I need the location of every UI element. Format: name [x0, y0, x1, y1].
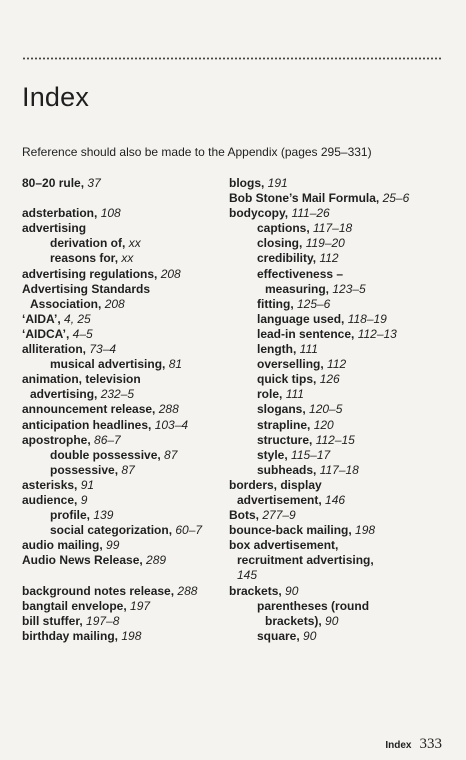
- index-entry: [229, 433, 449, 448]
- index-pages: 198: [121, 628, 142, 643]
- index-pages: 115–17: [291, 447, 331, 462]
- index-pages: 86–7: [94, 432, 121, 447]
- index-pages: 118–19: [347, 311, 387, 326]
- index-term: overselling,: [257, 357, 328, 372]
- index-pages: 120: [313, 417, 334, 432]
- index-term: Advertising Standards: [22, 281, 151, 296]
- index-pages: 197: [130, 598, 151, 613]
- index-term: possessive,: [50, 462, 122, 477]
- index-term: captions,: [257, 221, 314, 236]
- index-entry: [22, 206, 222, 221]
- index-pages: 139: [93, 508, 114, 523]
- index-pages: 25–6: [382, 191, 410, 206]
- index-term: square,: [257, 628, 304, 643]
- index-term: reasons for,: [50, 251, 122, 266]
- index-pages: xx: [121, 251, 134, 266]
- index-entry: [229, 599, 449, 614]
- index-entry: [22, 176, 222, 191]
- index-pages: 277–9: [262, 508, 296, 523]
- index-pages: 111: [285, 387, 304, 402]
- index-term: fitting,: [257, 296, 297, 311]
- index-term: Audio News Release,: [22, 553, 147, 568]
- appendix-note: Reference should also be made to the Appendix (pages 295–331): [22, 145, 372, 159]
- index-entry: [22, 523, 222, 538]
- index-entry: [229, 478, 449, 493]
- index-entry: [229, 463, 449, 478]
- index-entry: [229, 387, 449, 402]
- index-term: advertising regulations,: [22, 266, 161, 281]
- index-term: slogans,: [257, 402, 310, 417]
- index-entry: [22, 236, 222, 251]
- index-term: box advertisement,: [229, 538, 339, 553]
- index-term: bill stuffer,: [22, 613, 87, 628]
- index-term: musical advertising,: [50, 357, 169, 372]
- index-pages: 232–5: [100, 387, 135, 402]
- index-entry: [229, 402, 449, 417]
- index-term: profile,: [50, 508, 94, 523]
- index-entry: [22, 599, 222, 614]
- index-entry: [22, 267, 222, 282]
- index-entry: [229, 251, 449, 266]
- index-term: advertising,: [30, 387, 101, 402]
- index-entry: [229, 538, 449, 553]
- index-entry: [22, 342, 222, 357]
- index-entry: [22, 282, 222, 297]
- index-pages: 103–4: [154, 417, 189, 432]
- index-entry: [229, 568, 449, 583]
- index-entry: [22, 508, 222, 523]
- index-pages: 197–8: [86, 613, 120, 628]
- index-pages: 126: [319, 372, 340, 387]
- index-term: structure,: [257, 432, 316, 447]
- index-term: anticipation headlines,: [22, 417, 155, 432]
- index-term: asterisks,: [22, 477, 81, 492]
- index-pages: 90: [303, 628, 317, 643]
- index-term: background notes release,: [22, 583, 178, 598]
- index-entry: [22, 448, 222, 463]
- index-entry: [229, 191, 449, 206]
- index-pages: 112–15: [315, 432, 355, 447]
- index-pages: 123–5: [332, 281, 366, 296]
- index-entry: [22, 629, 222, 644]
- index-entry: [22, 614, 222, 629]
- index-term: effectiveness –: [257, 266, 344, 281]
- index-term: Association,: [30, 296, 105, 311]
- index-pages: 111–26: [291, 206, 330, 221]
- index-pages: 119–20: [305, 236, 345, 251]
- index-term: apostrophe,: [22, 432, 95, 447]
- index-entry: [229, 493, 449, 508]
- index-pages: 87: [121, 462, 135, 477]
- index-entry: [229, 357, 449, 372]
- index-term: audience,: [22, 492, 81, 507]
- index-entry: [22, 372, 222, 387]
- index-pages: 91: [80, 477, 95, 492]
- index-gap: [22, 191, 222, 206]
- index-entry: [229, 418, 449, 433]
- index-entry: [22, 402, 222, 417]
- index-pages: 73–4: [89, 342, 117, 357]
- index-entry: [229, 614, 449, 629]
- page-footer: [385, 736, 442, 753]
- index-entry: [229, 282, 449, 297]
- index-pages: 81: [168, 357, 183, 372]
- index-entry: [22, 478, 222, 493]
- index-pages: 146: [325, 492, 346, 507]
- index-term: Bots,: [229, 508, 263, 523]
- index-term: bangtail envelope,: [22, 598, 131, 613]
- index-entry: [229, 312, 449, 327]
- index-term: bounce-back mailing,: [229, 523, 356, 538]
- index-entry: [229, 327, 449, 342]
- index-entry: [229, 553, 449, 568]
- index-term: animation, television: [22, 372, 141, 387]
- index-entry: [22, 493, 222, 508]
- footer-label: Index: [385, 740, 412, 751]
- index-term: 80–20 rule,: [22, 176, 88, 190]
- index-term: brackets,: [229, 583, 286, 598]
- index-pages: 87: [164, 447, 178, 462]
- index-pages: 112: [319, 251, 339, 266]
- index-term: strapline,: [257, 417, 314, 432]
- index-pages: 289: [146, 553, 167, 568]
- index-entry: [229, 176, 449, 191]
- index-entry: [22, 387, 222, 402]
- index-entry: [22, 221, 222, 236]
- index-pages: 117–18: [319, 462, 359, 477]
- index-term: derivation of,: [50, 236, 129, 251]
- index-column-right: [229, 176, 449, 644]
- index-pages: 108: [100, 206, 121, 221]
- index-term: announcement release,: [22, 402, 159, 417]
- index-term: double possessive,: [50, 447, 165, 462]
- index-term: borders, display: [229, 477, 322, 492]
- index-pages: 288: [158, 402, 179, 417]
- index-entry: [229, 523, 449, 538]
- index-term: advertising: [22, 221, 87, 236]
- index-pages: 288: [177, 583, 198, 598]
- index-term: bodycopy,: [229, 206, 292, 221]
- index-term: Bob Stone’s Mail Formula,: [229, 191, 383, 206]
- index-term: style,: [257, 447, 292, 462]
- index-term: social categorization,: [50, 523, 176, 538]
- index-term: credibility,: [257, 251, 320, 266]
- index-entry: [22, 538, 222, 553]
- index-term: adsterbation,: [22, 206, 101, 221]
- index-entry: [22, 418, 222, 433]
- page-title: Index: [22, 82, 90, 112]
- index-entry: [22, 463, 222, 478]
- index-term: length,: [257, 342, 300, 357]
- index-term: blogs,: [229, 176, 268, 190]
- index-entry: [22, 433, 222, 448]
- index-entry: [229, 584, 449, 599]
- index-entry: [22, 584, 222, 599]
- index-term: ‘AIDA’,: [22, 311, 65, 326]
- index-term: parentheses (round: [257, 598, 370, 613]
- index-term: recruitment advertising,: [237, 553, 374, 568]
- index-entry: [229, 629, 449, 644]
- index-entry: [229, 297, 449, 312]
- index-pages: 90: [285, 583, 299, 598]
- index-pages: 191: [267, 176, 288, 190]
- index-term: measuring,: [265, 281, 333, 296]
- index-pages: 99: [106, 538, 120, 553]
- index-term: ‘AIDCA’,: [22, 326, 73, 341]
- index-entry: [22, 357, 222, 372]
- index-entry: [229, 372, 449, 387]
- index-pages: 4, 25: [64, 311, 91, 326]
- index-term: brackets),: [265, 613, 326, 628]
- index-pages: 112–13: [357, 326, 397, 341]
- index-entry: [22, 553, 222, 568]
- index-pages: 208: [160, 266, 181, 281]
- index-entry: [229, 236, 449, 251]
- index-term: birthday mailing,: [22, 628, 122, 643]
- index-entry: [22, 251, 222, 266]
- page-number: 333: [419, 736, 442, 752]
- index-pages: 208: [104, 296, 125, 311]
- index-term: audio mailing,: [22, 538, 107, 553]
- index-entry: [229, 448, 449, 463]
- index-term: alliteration,: [22, 342, 90, 357]
- index-entry: [22, 312, 222, 327]
- dotted-rule: [22, 57, 442, 60]
- index-entry: [229, 221, 449, 236]
- index-entry: [229, 508, 449, 523]
- index-pages: 198: [355, 523, 376, 538]
- index-term: lead-in sentence,: [257, 326, 358, 341]
- index-entry: [229, 342, 449, 357]
- index-term: role,: [257, 387, 286, 402]
- index-entry: [229, 206, 449, 221]
- index-pages: 90: [325, 613, 339, 628]
- index-term: closing,: [257, 236, 306, 251]
- index-pages: 125–6: [296, 296, 331, 311]
- index-term: advertisement,: [237, 492, 326, 507]
- index-term: quick tips,: [257, 372, 320, 387]
- index-pages: xx: [128, 236, 141, 251]
- index-pages: 37: [87, 176, 101, 190]
- index-term: language used,: [257, 311, 348, 326]
- index-pages: 112: [327, 357, 347, 372]
- index-term: subheads,: [257, 462, 320, 477]
- index-pages: 117–18: [313, 221, 353, 236]
- index-entry: [22, 327, 222, 342]
- index-gap: [22, 568, 222, 583]
- index-pages: 9: [80, 492, 88, 507]
- index-pages: 145: [237, 568, 258, 583]
- index-pages: 4–5: [72, 326, 93, 341]
- index-entry: [229, 267, 449, 282]
- index-pages: 120–5: [309, 402, 343, 417]
- index-pages: 111: [299, 342, 318, 357]
- index-pages: 60–7: [175, 523, 203, 538]
- index-entry: [22, 297, 222, 312]
- index-column-left: [22, 176, 222, 644]
